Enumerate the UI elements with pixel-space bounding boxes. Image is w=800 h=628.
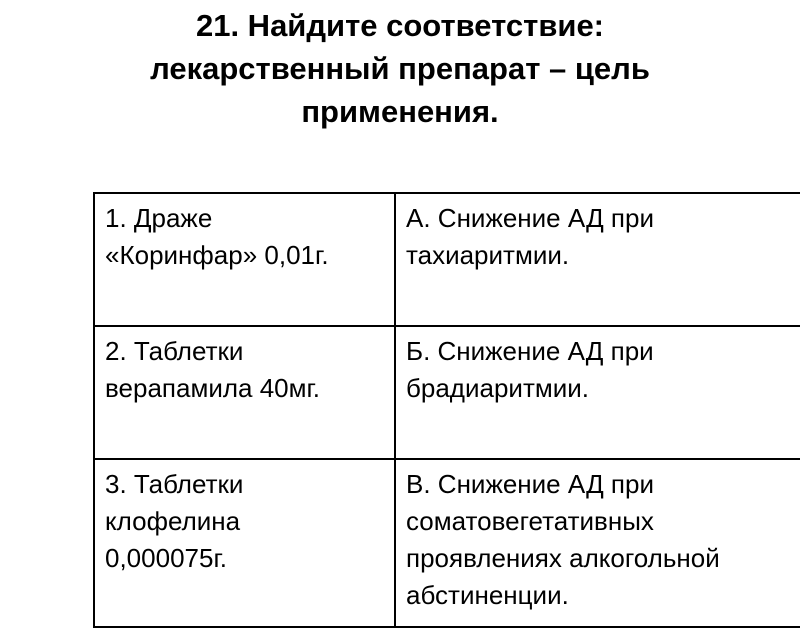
slide-title bbox=[60, 4, 740, 133]
cell-text: «Коринфар» 0,01г. bbox=[105, 240, 329, 270]
cell-text: В. Снижение АД при bbox=[406, 469, 654, 499]
cell-text: верапамила 40мг. bbox=[105, 373, 321, 403]
cell-text: 1. Драже bbox=[105, 203, 213, 233]
cell-text: абстиненции. bbox=[406, 580, 569, 610]
cell-text: тахиаритмии. bbox=[406, 240, 570, 270]
title-line-3: применения. bbox=[301, 94, 499, 129]
cell-text: 3. Таблетки bbox=[105, 469, 244, 499]
purpose-cell bbox=[395, 193, 800, 326]
cell-text: соматовегетативных bbox=[406, 506, 654, 536]
cell-text: брадиаритмии. bbox=[406, 373, 590, 403]
purpose-cell bbox=[395, 459, 800, 627]
title-line-1: 21. Найдите соответствие: bbox=[195, 8, 605, 43]
table-row bbox=[94, 326, 800, 459]
cell-text: 0,000075г. bbox=[105, 543, 227, 573]
drug-cell bbox=[94, 326, 395, 459]
cell-text: Б. Снижение АД при bbox=[406, 336, 654, 366]
cell-text: проявлениях алкогольной bbox=[406, 543, 720, 573]
matching-table bbox=[93, 192, 800, 628]
cell-text: клофелина bbox=[105, 506, 241, 536]
drug-cell bbox=[94, 193, 395, 326]
purpose-cell bbox=[395, 326, 800, 459]
table-row bbox=[94, 193, 800, 326]
table-row bbox=[94, 459, 800, 627]
title-line-2: лекарственный препарат – цель bbox=[150, 51, 650, 86]
cell-text: 2. Таблетки bbox=[105, 336, 244, 366]
cell-text: А. Снижение АД при bbox=[406, 203, 654, 233]
drug-cell bbox=[94, 459, 395, 627]
